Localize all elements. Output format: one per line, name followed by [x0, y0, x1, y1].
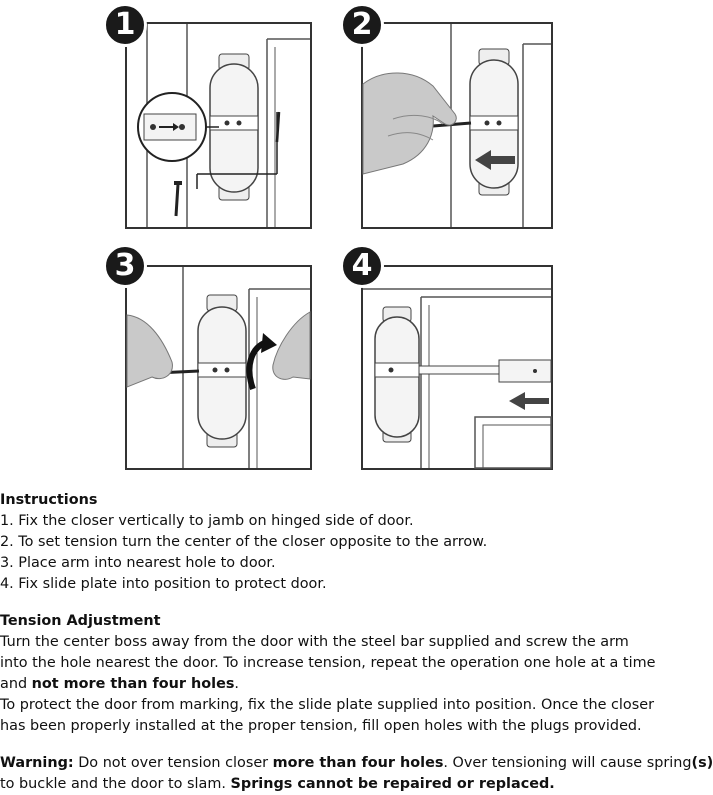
step-1-illustration	[125, 22, 312, 229]
tension-line: Turn the center boss away from the door with the steel bar supplied and screw the arm	[0, 634, 629, 650]
tension-heading: Tension Adjustment	[0, 613, 161, 629]
warning-line: Warning: Do not over tension closer more than four holes. Over tensioning will cause spring(s)	[0, 755, 713, 771]
warning-line: to buckle and the door to slam. Springs cannot be repaired or replaced.	[0, 776, 555, 792]
step-4-illustration	[361, 265, 553, 470]
warning-label: Warning:	[0, 755, 74, 771]
instructions-text	[0, 490, 713, 795]
door-closer-illustration	[127, 24, 310, 227]
instruction-item: 1. Fix the closer vertically to jamb on hinged side of door.	[0, 513, 414, 529]
tension-bold: not more than four holes	[31, 676, 235, 692]
step-2-illustration	[361, 22, 553, 229]
instruction-item: 4. Fix slide plate into position to protect door.	[0, 576, 327, 592]
tension-line: into the hole nearest the door. To increase tension, repeat the operation one hole at a time	[0, 655, 656, 671]
instruction-item: 3. Place arm into nearest hole to door.	[0, 555, 276, 571]
tension-line: has been properly installed at the proper tension, fill open holes with the plugs provided.	[0, 718, 642, 734]
step-number-badge-3: 3	[103, 244, 147, 288]
step-number-badge-4: 4	[340, 244, 384, 288]
instructions-heading: Instructions	[0, 492, 98, 508]
tension-line: and not more than four holes.	[0, 676, 239, 692]
step-number-badge-2: 2	[340, 3, 384, 47]
step-number-badge-1: 1	[103, 3, 147, 47]
arrow-left-icon	[509, 392, 549, 410]
step-3-illustration	[125, 265, 312, 470]
hand-icon	[363, 73, 456, 174]
instruction-item: 2. To set tension turn the center of the closer opposite to the arrow.	[0, 534, 488, 550]
tension-line: To protect the door from marking, fix the slide plate supplied into position. Once the closer	[0, 697, 654, 713]
rotate-arrow-icon	[249, 333, 277, 389]
